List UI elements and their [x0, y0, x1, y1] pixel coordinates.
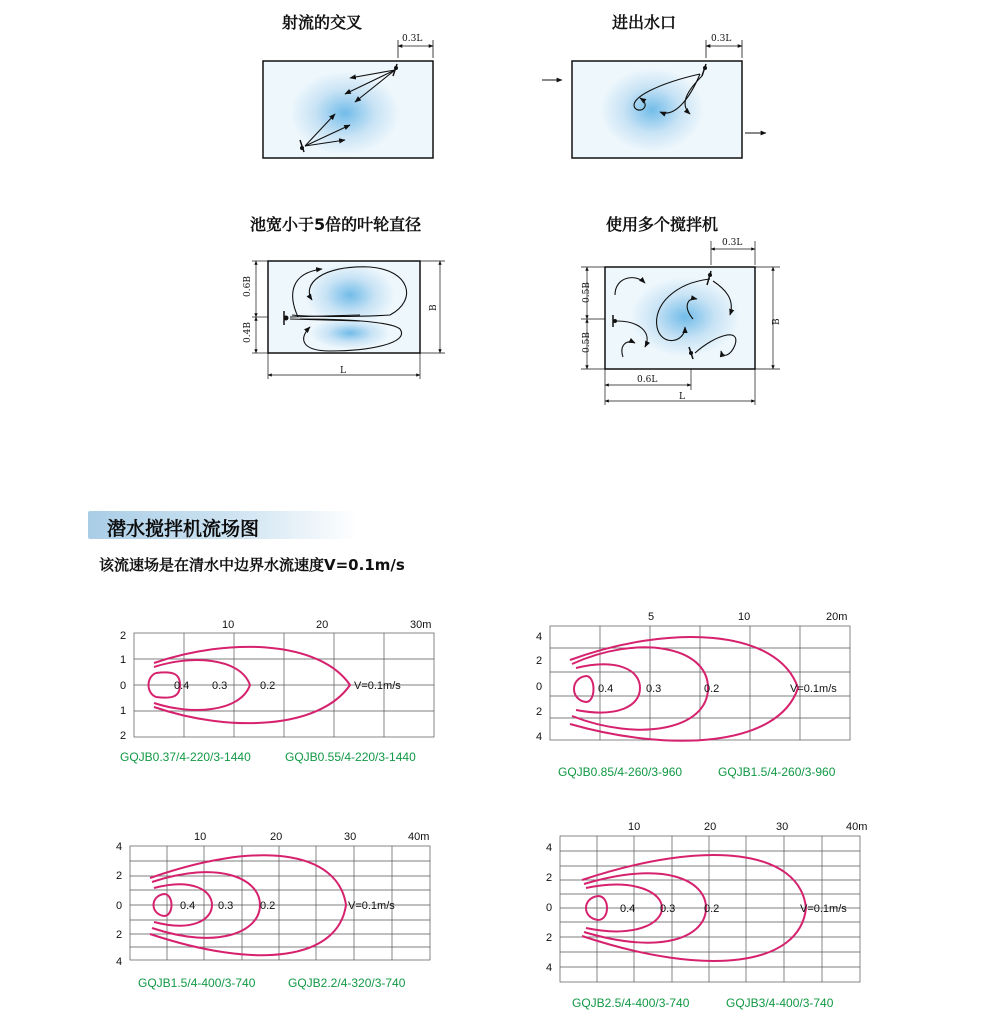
contour-label-0.3: 0.3	[212, 680, 228, 692]
y-tick-label: 4	[536, 731, 543, 743]
x-tick-label: 20	[316, 619, 329, 631]
y-tick-label: 2	[536, 655, 543, 667]
contour-label-0.4: 0.4	[620, 903, 636, 915]
diagram-title-narrow-pool: 池宽小于5倍的叶轮直径	[250, 215, 422, 234]
y-tick-label: 2	[546, 932, 553, 944]
contour-label-0.3: 0.3	[660, 903, 676, 915]
inlet-outlet-diagram	[540, 28, 770, 168]
x-tick-label: 10	[222, 619, 235, 631]
dim-label-0.4B: 0.4B	[243, 322, 253, 343]
contour-label-0.3: 0.3	[218, 900, 234, 912]
y-tick-label: 2	[116, 929, 123, 941]
model-label: GQJB0.55/4-220/3-1440	[285, 750, 416, 764]
contour-label-0.4: 0.4	[598, 683, 614, 695]
contour-0.4	[574, 676, 594, 702]
flow-chart-2	[528, 606, 858, 746]
contour-label-v: V=0.1m/s	[800, 903, 847, 915]
multi-mixer-diagram	[575, 235, 795, 410]
x-tick-label: 20m	[826, 611, 848, 623]
contour-label-0.2: 0.2	[704, 903, 720, 915]
y-tick-label: 0	[116, 900, 123, 912]
dim-label-0.6L: 0.6L	[637, 375, 658, 385]
x-tick-label: 20	[704, 821, 717, 833]
dim-label-L: L	[679, 392, 685, 402]
x-tick-label: 5	[648, 611, 655, 623]
contour-label-0.2: 0.2	[260, 900, 276, 912]
narrow-pool-diagram	[240, 255, 460, 385]
contour-label-0.2: 0.2	[704, 683, 720, 695]
y-tick-label: 0	[120, 680, 127, 692]
x-tick-label: 10	[738, 611, 751, 623]
model-label: GQJB2.2/4-320/3-740	[288, 976, 406, 990]
section-subtitle: 该流速场是在清水中边界水流速度V=0.1m/s	[99, 556, 405, 574]
y-tick-label: 2	[546, 872, 553, 884]
contour-label-v: V=0.1m/s	[790, 683, 837, 695]
x-tick-label: 10	[628, 821, 641, 833]
model-label: GQJB1.5/4-400/3-740	[138, 976, 256, 990]
crossing-jets-diagram	[250, 28, 450, 168]
dim-label-B: B	[429, 304, 439, 311]
y-tick-label: 4	[546, 842, 553, 854]
contour-label-v: V=0.1m/s	[348, 900, 395, 912]
model-label: GQJB1.5/4-260/3-960	[718, 765, 836, 779]
flow-chart-4	[538, 816, 868, 986]
y-tick-label: 4	[116, 841, 123, 853]
contour-label-0.3: 0.3	[646, 683, 662, 695]
dim-label-0.3L: 0.3L	[402, 34, 423, 44]
dim-label-0.3L: 0.3L	[711, 34, 732, 44]
y-tick-label: 4	[536, 631, 543, 643]
diagram-title-multi-mixer: 使用多个搅拌机	[606, 215, 719, 234]
x-tick-label: 30	[776, 821, 789, 833]
dim-label-0.5B: 0.5B	[582, 282, 592, 303]
dim-label-B: B	[772, 318, 782, 325]
contour-label-0.4: 0.4	[174, 680, 190, 692]
y-tick-label: 2	[116, 870, 123, 882]
diagram-title-inlet-outlet: 进出水口	[612, 13, 677, 32]
model-label: GQJB2.5/4-400/3-740	[572, 996, 690, 1010]
x-tick-label: 10	[194, 831, 207, 843]
y-tick-label: 4	[546, 962, 553, 974]
dim-label-0.6B: 0.6B	[243, 276, 253, 297]
model-label: GQJB0.85/4-260/3-960	[558, 765, 683, 779]
section-title: 潜水搅拌机流场图	[107, 518, 260, 540]
x-tick-label: 40m	[408, 831, 430, 843]
dim-label-0.3L: 0.3L	[722, 238, 743, 248]
y-tick-label: 2	[120, 630, 127, 642]
contour-label-v: V=0.1m/s	[354, 680, 401, 692]
diagram-title-crossing-jets: 射流的交叉	[282, 13, 363, 32]
x-tick-label: 40m	[846, 821, 868, 833]
y-tick-label: 1	[120, 705, 127, 717]
y-tick-label: 0	[536, 681, 543, 693]
y-tick-label: 4	[116, 956, 123, 968]
model-label: GQJB0.37/4-220/3-1440	[120, 750, 251, 764]
x-tick-label: 20	[270, 831, 283, 843]
y-tick-label: 2	[120, 730, 127, 742]
x-tick-label: 30m	[410, 619, 432, 631]
y-tick-label: 1	[120, 654, 127, 666]
y-tick-label: 0	[546, 902, 553, 914]
model-label: GQJB3/4-400/3-740	[726, 996, 834, 1010]
dim-label-0.5B: 0.5B	[582, 332, 592, 353]
dim-label-L: L	[340, 366, 346, 376]
contour-label-0.4: 0.4	[180, 900, 196, 912]
flow-chart-3	[108, 826, 438, 971]
flow-chart-1	[110, 615, 450, 745]
contour-label-0.2: 0.2	[260, 680, 276, 692]
y-tick-label: 2	[536, 706, 543, 718]
x-tick-label: 30	[344, 831, 357, 843]
